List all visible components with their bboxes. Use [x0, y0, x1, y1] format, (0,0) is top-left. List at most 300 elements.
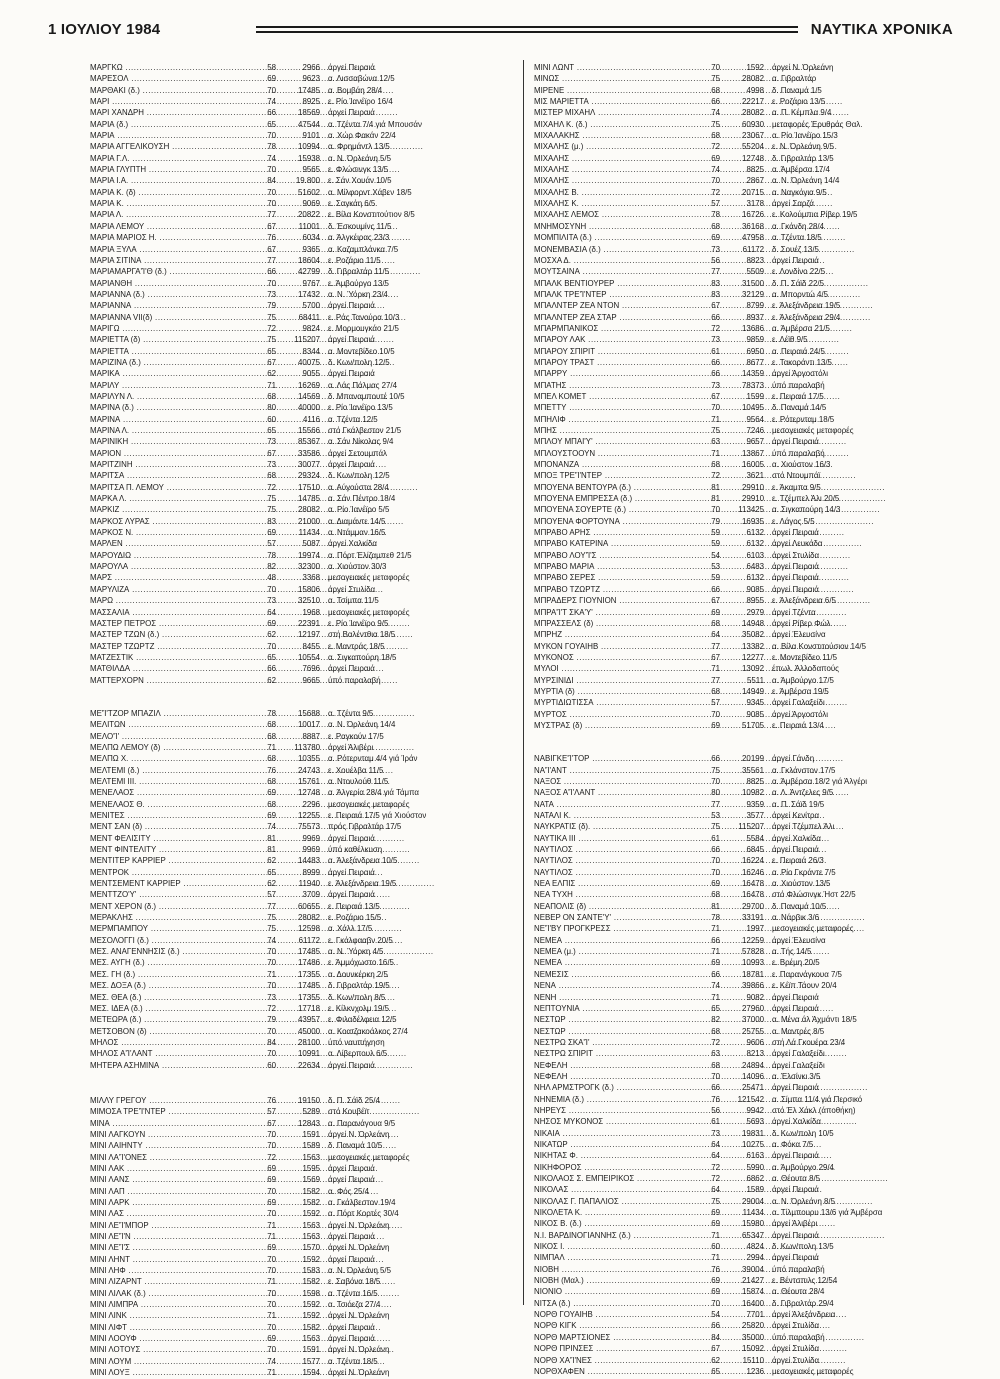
- ship-status: α. Άλγκέιρας 23/3: [328, 233, 390, 243]
- tonnage: 1570: [302, 1243, 320, 1253]
- tonnage: 13092: [742, 664, 764, 674]
- ship-name: ΜΠΗΛΙΦ .....: [534, 414, 694, 425]
- ship-status: δ. Παναμά 10/5: [772, 901, 827, 911]
- ship-row: [534, 130, 952, 141]
- tonnage: 1582: [302, 1277, 320, 1287]
- ship-status: μεταφορές Έρυθράς Θαλ.: [772, 119, 863, 129]
- ship-row: [90, 62, 508, 73]
- build-year: 72: [711, 323, 720, 333]
- ship-row: [534, 1150, 952, 1161]
- ship-row: [534, 980, 952, 991]
- tonnage: 14096: [742, 1071, 764, 1081]
- tonnage: 29324: [298, 471, 320, 481]
- ship-name: ΝΟΡΘ ΠΡΙΝΣΕΣ .....: [534, 1343, 694, 1354]
- tonnage: 3709: [302, 890, 320, 900]
- build-year: 72: [267, 482, 276, 492]
- ship-status: μεσογειακές μεταφορές: [328, 1152, 410, 1162]
- tonnage: 21427: [742, 1276, 764, 1286]
- ship-row: [534, 697, 952, 708]
- ship-row: [534, 889, 952, 900]
- ship-status: α. Ρότερνταμ 4/4 γιά Ίράν: [328, 754, 418, 764]
- tonnage: 32300: [298, 562, 320, 572]
- tonnage: 4998: [746, 85, 764, 95]
- ship-name: ΜΠΡΑΣΣΕΛΣ (δ) .....: [534, 618, 694, 629]
- ship-status: ύπό καθέλκυση: [328, 845, 383, 855]
- ship-status: δ. Κων/πολη 12/5: [328, 357, 390, 367]
- ship-row: [534, 62, 952, 73]
- ship-status: ε. Άμμόχωστο 16/5: [328, 958, 394, 968]
- ship-status: άργεί Πειραιά: [328, 890, 375, 900]
- ship-name: ΝΑΥΤΙΚΑ ΙΙΙ .....: [534, 833, 694, 844]
- ship-row: [90, 1174, 508, 1185]
- ship-status: α. Πόρτ Κορτές 30/4: [328, 1209, 399, 1219]
- ship-row: [534, 198, 952, 209]
- build-year: 60: [711, 1242, 720, 1252]
- ship-status: α. Άμβούργο 29/4: [772, 1162, 834, 1172]
- build-year: 75: [267, 505, 276, 515]
- tonnage: 10495: [742, 403, 764, 413]
- ship-row: [90, 1276, 508, 1287]
- build-year: 78: [267, 550, 276, 560]
- ship-row: [534, 844, 952, 855]
- ship-name: ΜΑΡΩ .....: [90, 595, 250, 606]
- ship-row: [90, 153, 508, 164]
- ship-status: άργεί Ν. Όρλεάνη: [772, 63, 834, 72]
- ship-status: άργεί Πειραιά: [328, 460, 375, 470]
- tonnage: 40075: [298, 357, 320, 367]
- ship-status: άργεί Πειραιά: [328, 301, 375, 311]
- build-year: 70: [711, 1298, 720, 1308]
- ship-status: α. Βίλα Κονστιτούσιον 14/5: [772, 641, 866, 651]
- build-year: 71: [267, 1311, 276, 1321]
- tonnage: 61172: [742, 244, 764, 254]
- ship-row: [534, 493, 952, 504]
- ship-status: άργεί Πειραιά: [328, 369, 375, 379]
- tonnage: 25755: [742, 1026, 764, 1036]
- ship-row: [534, 73, 952, 84]
- ship-name: ΝΕΝΗ .....: [534, 992, 694, 1003]
- build-year: 60: [267, 1060, 276, 1070]
- build-year: 53: [711, 562, 720, 572]
- build-year: 70: [711, 63, 720, 72]
- ship-status: άργεί Πειραιά: [772, 845, 819, 855]
- ship-status: μεσογειακές μεταφορές: [772, 426, 854, 435]
- tonnage: 12259: [742, 935, 764, 945]
- tonnage: 11434: [298, 528, 320, 538]
- ship-name: ΜΕΝΕΛΑΟΣ .....: [90, 787, 250, 798]
- ship-row: [90, 198, 508, 209]
- tonnage: 115207: [294, 335, 320, 345]
- build-year: 71: [267, 969, 276, 979]
- ship-row: [534, 312, 952, 323]
- ship-status: ε. Ροζάριο 15/5: [328, 913, 382, 923]
- build-year: 82: [711, 1015, 720, 1025]
- ship-name: ΜΝΗΜΟΣΥΝΗ .....: [534, 221, 694, 232]
- ship-name: ΜΑΡΙΓΩ .....: [90, 323, 250, 334]
- ship-row: [90, 1344, 508, 1355]
- ship-name: ΜΠΡΑΒΟ ΣΕΡΕΣ .....: [534, 572, 694, 583]
- ship-status: άργεί Πειραιά: [328, 664, 375, 674]
- ship-status: ε. Γκάλφααβν 20/5: [328, 935, 393, 945]
- ship-name: ΜΕΣ. ΑΝΑΓΕΝΝΗΣΙΣ (δ.) .....: [90, 946, 250, 957]
- build-year: 62: [711, 1355, 720, 1365]
- tonnage: 9657: [746, 437, 764, 447]
- ship-status: ε. Ροζάριο 13/5: [772, 97, 826, 107]
- ship-name: ΝΑΤΑΛΙ Κ. .....: [534, 810, 694, 821]
- ship-row: [90, 992, 508, 1003]
- ship-row: [90, 527, 508, 538]
- tonnage: 18569: [298, 108, 320, 118]
- ship-name: ΜΙΝΙ ΛΙΦΤ .....: [90, 1322, 250, 1333]
- tonnage: 51705: [742, 720, 764, 730]
- build-year: 58: [267, 63, 276, 72]
- ship-status: άργεί Πειραιά: [772, 584, 819, 594]
- tonnage: 1592: [746, 63, 764, 72]
- ship-status: άργεί Πειραιά: [328, 1060, 375, 1070]
- build-year: 73: [267, 437, 276, 447]
- tonnage: 19.800: [295, 176, 320, 186]
- ship-row: [534, 1184, 952, 1195]
- ship-section: [534, 753, 952, 1377]
- ship-row: [90, 1026, 508, 1037]
- ship-name: ΜΑΡΙ .....: [90, 96, 250, 107]
- ship-name: ΜΟΥΤΣΑΙΝΑ .....: [534, 266, 694, 277]
- build-year: 77: [711, 799, 720, 809]
- ship-status: δ. Γιβραλτάρ 19/5: [328, 981, 390, 991]
- ship-status: α. Παρανάγουα 9/5: [328, 1118, 396, 1128]
- build-year: 69: [711, 1276, 720, 1286]
- build-year: 67: [267, 357, 276, 367]
- build-year: 66: [711, 312, 720, 322]
- ship-row: [534, 1037, 952, 1048]
- ship-status: άργεί Πειραιά: [772, 1185, 819, 1195]
- ship-name: ΜΙΝΑ .....: [90, 1118, 250, 1129]
- ship-row: [90, 1254, 508, 1265]
- ship-name: ΜΑΡΙΕΤΤΑ (δ) .....: [90, 334, 250, 345]
- ship-row: [90, 164, 508, 175]
- ship-row: [534, 1264, 952, 1275]
- ship-status: άργεί Πειραιά: [328, 335, 375, 345]
- ship-status: ε. Άλεξάνδρεια 19/5: [772, 301, 841, 311]
- ship-name: ΜΙΝΙ ΛΗΦ .....: [90, 1265, 250, 1276]
- ship-name: ΝΟΡΘ ΧΑ'Ί'ΝΕΣ .....: [534, 1355, 694, 1366]
- ship-name: ΝΟΡΘ ΓΟΥΑΙΗΒ .....: [534, 1309, 694, 1320]
- ship-row: [534, 652, 952, 663]
- ship-row: [90, 73, 508, 84]
- tonnage: 65347: [742, 1230, 764, 1240]
- tonnage: 29910: [742, 494, 764, 504]
- ship-row: [90, 957, 508, 968]
- build-year: 84: [711, 1332, 720, 1342]
- build-year: 70: [267, 947, 276, 957]
- build-year: 72: [711, 187, 720, 197]
- tonnage: 14948: [742, 618, 764, 628]
- tonnage: 6132: [746, 528, 764, 538]
- tonnage: 13686: [742, 323, 764, 333]
- tonnage: 1563: [302, 1152, 320, 1162]
- ship-row: [534, 85, 952, 96]
- ship-row: [534, 1060, 952, 1071]
- tonnage: 28082: [298, 505, 320, 515]
- ship-row: [534, 255, 952, 266]
- build-year: 66: [711, 845, 720, 855]
- build-year: 81: [267, 845, 276, 855]
- ship-row: [534, 572, 952, 583]
- ship-row: [90, 312, 508, 323]
- ship-name: ΜΑΤΖΕΣΤΙΚ .....: [90, 652, 250, 663]
- ship-name: ΝΕΦΕΛΗ .....: [534, 1060, 694, 1071]
- ship-status: δ. Παναμά 10/5: [328, 1141, 383, 1151]
- ship-row: [90, 708, 508, 719]
- build-year: 76: [267, 1095, 276, 1105]
- ship-row: [90, 289, 508, 300]
- ship-status: άργεί Πειραιά: [772, 1003, 819, 1013]
- build-year: 72: [711, 1037, 720, 1047]
- ship-status: α. Γκλάνστον 17/5: [772, 765, 836, 775]
- ship-status: άργεί Πειραιά: [328, 1254, 375, 1264]
- build-year: 65: [711, 1003, 720, 1013]
- build-year: 72: [267, 1152, 276, 1162]
- build-year: 69: [267, 1175, 276, 1185]
- ship-name: ΜΙΧΑΛΗΣ Β. .....: [534, 187, 694, 198]
- ship-status: α. Μένα άλ Άχμάντι 18/5: [772, 1015, 857, 1025]
- ship-name: ΜΕΛΠΩ Χ. .....: [90, 753, 250, 764]
- build-year: 70: [267, 1266, 276, 1276]
- tonnage: 20822: [298, 210, 320, 220]
- ship-row: [90, 980, 508, 991]
- ship-name: ΜΠΟΥΕΝΑ ΦΟΡΤΟΥΝΑ .....: [534, 516, 694, 527]
- tonnage: 15980: [742, 1219, 764, 1229]
- ship-status: πρός Γιβραλτάρ 17/5: [328, 822, 402, 832]
- ship-status: α. Γκάλβεστον 19/4: [328, 1198, 396, 1207]
- build-year: 65: [711, 1366, 720, 1376]
- ship-row: [90, 436, 508, 447]
- ship-name: ΜΑΡΕΣΟΛ .....: [90, 73, 250, 84]
- tonnage: 7696: [302, 664, 320, 674]
- ship-name: ΜΙΝΙ ΛΕ'Ί'Ν .....: [90, 1231, 250, 1242]
- ship-name: ΜΑΡΙΑ .....: [90, 130, 250, 141]
- ship-row: [90, 765, 508, 776]
- tonnage: 10554: [298, 652, 320, 662]
- ship-name: ΜΥΡΤΙΑ (δ) .....: [534, 686, 694, 697]
- ship-name: ΝΙΚΑΤΩΡ .....: [534, 1139, 694, 1150]
- ship-row: [534, 244, 952, 255]
- ship-name: ΜΙΝΙ ΛΑ'Ί'ΟΝΕΣ .....: [90, 1152, 250, 1163]
- tonnage: 9082: [746, 992, 764, 1002]
- ship-name: ΜΠΗΣ .....: [534, 425, 694, 436]
- ship-status: α. Ν. Όρλεάνη 8/5: [772, 1196, 835, 1206]
- ship-status: δ. Π. Σάϊδ 22/5: [772, 278, 824, 288]
- ship-row: [534, 753, 952, 764]
- tonnage: 12748: [742, 153, 764, 163]
- ship-status: δ. Κων/πολη 12/5: [328, 471, 390, 481]
- tonnage: 27960: [742, 1003, 764, 1013]
- ship-row: [90, 1060, 508, 1071]
- ship-name: ΜΠΑΤΗΣ .....: [534, 380, 694, 391]
- ship-row: [90, 855, 508, 866]
- ship-status: άργεί Ν. Όρλεάνη: [328, 1368, 390, 1378]
- ship-name: ΜΑΣΤΕΡ ΤΖΩΝ (δ.) .....: [90, 629, 250, 640]
- ship-status: α. Σιγκαπούρη 14/3: [772, 505, 841, 515]
- build-year: 70: [267, 278, 276, 288]
- tonnage: 6103: [746, 550, 764, 560]
- ship-status: στή Λά Γκουέρα 23/4: [772, 1037, 846, 1047]
- tonnage: 17485: [298, 981, 320, 991]
- tonnage: 60655: [298, 901, 320, 911]
- ship-name: ΜΑΡΓΚΩ .....: [90, 62, 250, 73]
- ship-status: ε. Μαντράς 18/5: [328, 641, 385, 651]
- ship-status: α. Πειραιά 24/5: [772, 346, 825, 356]
- ship-row: [534, 1116, 952, 1127]
- ship-row: [90, 923, 508, 934]
- tonnage: 9085: [746, 709, 764, 719]
- ship-name: ΝΗΝΕΜΙΑ (δ.) .....: [534, 1094, 694, 1105]
- ship-status: α. Τσιόεζα 27/4: [328, 1300, 381, 1310]
- ship-name: ΜΕΣ. ΑΥΓΗ (δ.) .....: [90, 957, 250, 968]
- build-year: 68: [711, 221, 720, 231]
- tonnage: 32510: [298, 596, 320, 606]
- tonnage: 29910: [742, 482, 764, 492]
- ship-name: ΜΑΡΙΑ ΓΛΥΠΤΗ .....: [90, 164, 250, 175]
- ship-row: [90, 221, 508, 232]
- ship-status: δ. Γιβραλτάρ 13/5: [772, 153, 834, 163]
- ship-name: ΜΑΡΟΥΛΑ .....: [90, 561, 250, 572]
- ship-status: άργεί Ν. Όρλεάνη: [328, 1345, 390, 1355]
- ship-name: ΜΑΡΙΤΣΑ Π. ΛΕΜΟΥ .....: [90, 482, 250, 493]
- ship-name: ΜΙΧΑΛΗΣ ΛΕΜΟΣ .....: [534, 209, 694, 220]
- ship-row: [534, 175, 952, 186]
- ship-row: [534, 912, 952, 923]
- ship-status: ε. Πειραιά 13/5: [328, 901, 380, 911]
- ship-status: άργεί Πειραιά: [328, 108, 375, 118]
- ship-row: [534, 153, 952, 164]
- build-year: 71: [711, 1230, 720, 1240]
- ship-name: ΝΙΟΝΙΟ .....: [534, 1286, 694, 1297]
- ship-name: ΝΕΣΤΡΩ ΣΠΙΡΙΤ .....: [534, 1048, 694, 1059]
- ship-name: ΜΕΛΠΩ ΛΕΜΟΥ (δ) .....: [90, 742, 250, 753]
- ship-row: [534, 607, 952, 618]
- ship-row: [534, 1298, 952, 1309]
- ship-status: ε. Κίλκνχολμ 19/5: [328, 1003, 389, 1013]
- ship-name: ΜΟΜΠΙΛΙΤΑ (δ.) .....: [534, 232, 694, 243]
- tonnage: 11940: [298, 879, 320, 889]
- build-year: 68: [267, 799, 276, 809]
- ship-row: [534, 1094, 952, 1105]
- tonnage: 16005: [742, 460, 764, 470]
- ship-status: α. Χώρ Φακάν 22/4: [328, 131, 396, 141]
- ship-row: [90, 448, 508, 459]
- tonnage: 10991: [298, 1049, 320, 1059]
- ship-name: ΜΥΡΤΟΣ .....: [534, 709, 694, 720]
- ship-row: [90, 380, 508, 391]
- build-year: 66: [711, 969, 720, 979]
- ship-name: ΜΕΛΤΕΜΙ (δ.) .....: [90, 765, 250, 776]
- ship-row: [90, 278, 508, 289]
- ship-name: ΜΑΡΙΑΝΘΗ .....: [90, 278, 250, 289]
- tonnage: 47544: [298, 119, 320, 129]
- tonnage: 47958: [742, 233, 764, 243]
- build-year: 79: [711, 516, 720, 526]
- ship-status: άργεί Πειραιά: [772, 992, 819, 1002]
- build-year: 67: [267, 1118, 276, 1128]
- ship-name: ΜΙΧΑΛΗΣ Κ. .....: [534, 198, 694, 209]
- ship-name: ΝΙΚΟΣ Ι. .....: [534, 1241, 694, 1252]
- ship-name: ΜΑΡΙ ΧΑΝΔΡΗ .....: [90, 107, 250, 118]
- ship-name: ΜΑΡΘΑΚΙ (δ.) .....: [90, 85, 250, 96]
- build-year: 61: [711, 833, 720, 843]
- tonnage: 15688: [298, 708, 320, 718]
- ship-name: ΜΙΝΙ ΛΙΝΚ .....: [90, 1310, 250, 1321]
- ship-status: α. Γκάνδη 28/4: [772, 221, 824, 231]
- ship-status: ε. Ροζάριο 11/5: [328, 255, 381, 265]
- ship-row: [534, 391, 952, 402]
- ship-name: ΜΑΡΙΛΥΝ Λ. .....: [90, 391, 250, 402]
- build-year: 65: [267, 346, 276, 356]
- ship-status: άργεί Πειραιά: [328, 1175, 375, 1185]
- tonnage: 8999: [302, 867, 320, 877]
- ship-status: άργεί Τζέντα: [772, 607, 816, 617]
- ship-name: ΜΠΑΛΚ ΒΕΝΤΙΟΥΡΕΡ .....: [534, 278, 694, 289]
- ship-row: [534, 1275, 952, 1286]
- build-year: 73: [711, 244, 720, 254]
- build-year: 83: [711, 278, 720, 288]
- tonnage: 16246: [742, 867, 764, 877]
- build-year: 70: [267, 199, 276, 209]
- build-year: 64: [711, 1185, 720, 1195]
- header-rule-bottom: [256, 31, 798, 33]
- tonnage: 11434: [742, 1208, 764, 1218]
- ship-list-left-column: [90, 62, 508, 1379]
- tonnage: 5990: [746, 1162, 764, 1172]
- ship-row: [90, 663, 508, 674]
- ship-name: ΜΑΡΚΑ Λ. .....: [90, 493, 250, 504]
- ship-status: ε. Ν. Όρλεάνη 9/5: [772, 142, 834, 152]
- ship-row: [90, 357, 508, 368]
- build-year: 61: [711, 1117, 720, 1127]
- tonnage: 2994: [746, 1253, 764, 1263]
- ship-row: [534, 107, 952, 118]
- tonnage: 20199: [742, 754, 764, 764]
- ship-row: [90, 1322, 508, 1333]
- ship-status: ε. Ρίο Ίανέϊρο 13/5: [328, 403, 393, 413]
- ship-row: [90, 391, 508, 402]
- tonnage: 9623: [302, 74, 320, 84]
- build-year: 70: [711, 709, 720, 719]
- ship-status: ε. Ράς Τανούρα 10/3: [328, 312, 400, 322]
- ship-name: ΜΑΡΥΛΙΖΑ .....: [90, 584, 250, 595]
- ship-status: α. Άμβούργο 17/5: [772, 675, 834, 685]
- ship-name: ΜΟΝΕΜΒΑΣΙΑ (δ.) .....: [534, 244, 694, 255]
- build-year: 75: [711, 822, 720, 832]
- tonnage: 19150: [298, 1095, 320, 1105]
- ship-name: ΜΕΣΟΛΟΓΓΙ (δ.) .....: [90, 935, 250, 946]
- ship-name: ΜΕΛΙΤΩΝ .....: [90, 719, 250, 730]
- ship-status: άργεί Ρίβερ Φώλ: [772, 618, 831, 628]
- tonnage: 16935: [742, 516, 764, 526]
- tonnage: 8887: [302, 731, 320, 741]
- ship-row: [534, 1071, 952, 1082]
- ship-status: α. Λισσαβώνα 12/5: [328, 74, 395, 84]
- build-year: 69: [267, 528, 276, 538]
- ship-status: δ. Γιβραλτάρ 11/5: [328, 267, 390, 277]
- ship-name: ΜΟΣΧΑ Δ. .....: [534, 255, 694, 266]
- ship-section: [90, 1095, 508, 1379]
- ship-name: ΜΠΛΟΥ ΜΠΑΙ'Υ' .....: [534, 436, 694, 447]
- tonnage: 60930: [742, 119, 764, 129]
- ship-row: [90, 1231, 508, 1242]
- build-year: 60: [267, 414, 276, 424]
- ship-name: ΝΕΑ ΕΛΠΙΣ .....: [534, 878, 694, 889]
